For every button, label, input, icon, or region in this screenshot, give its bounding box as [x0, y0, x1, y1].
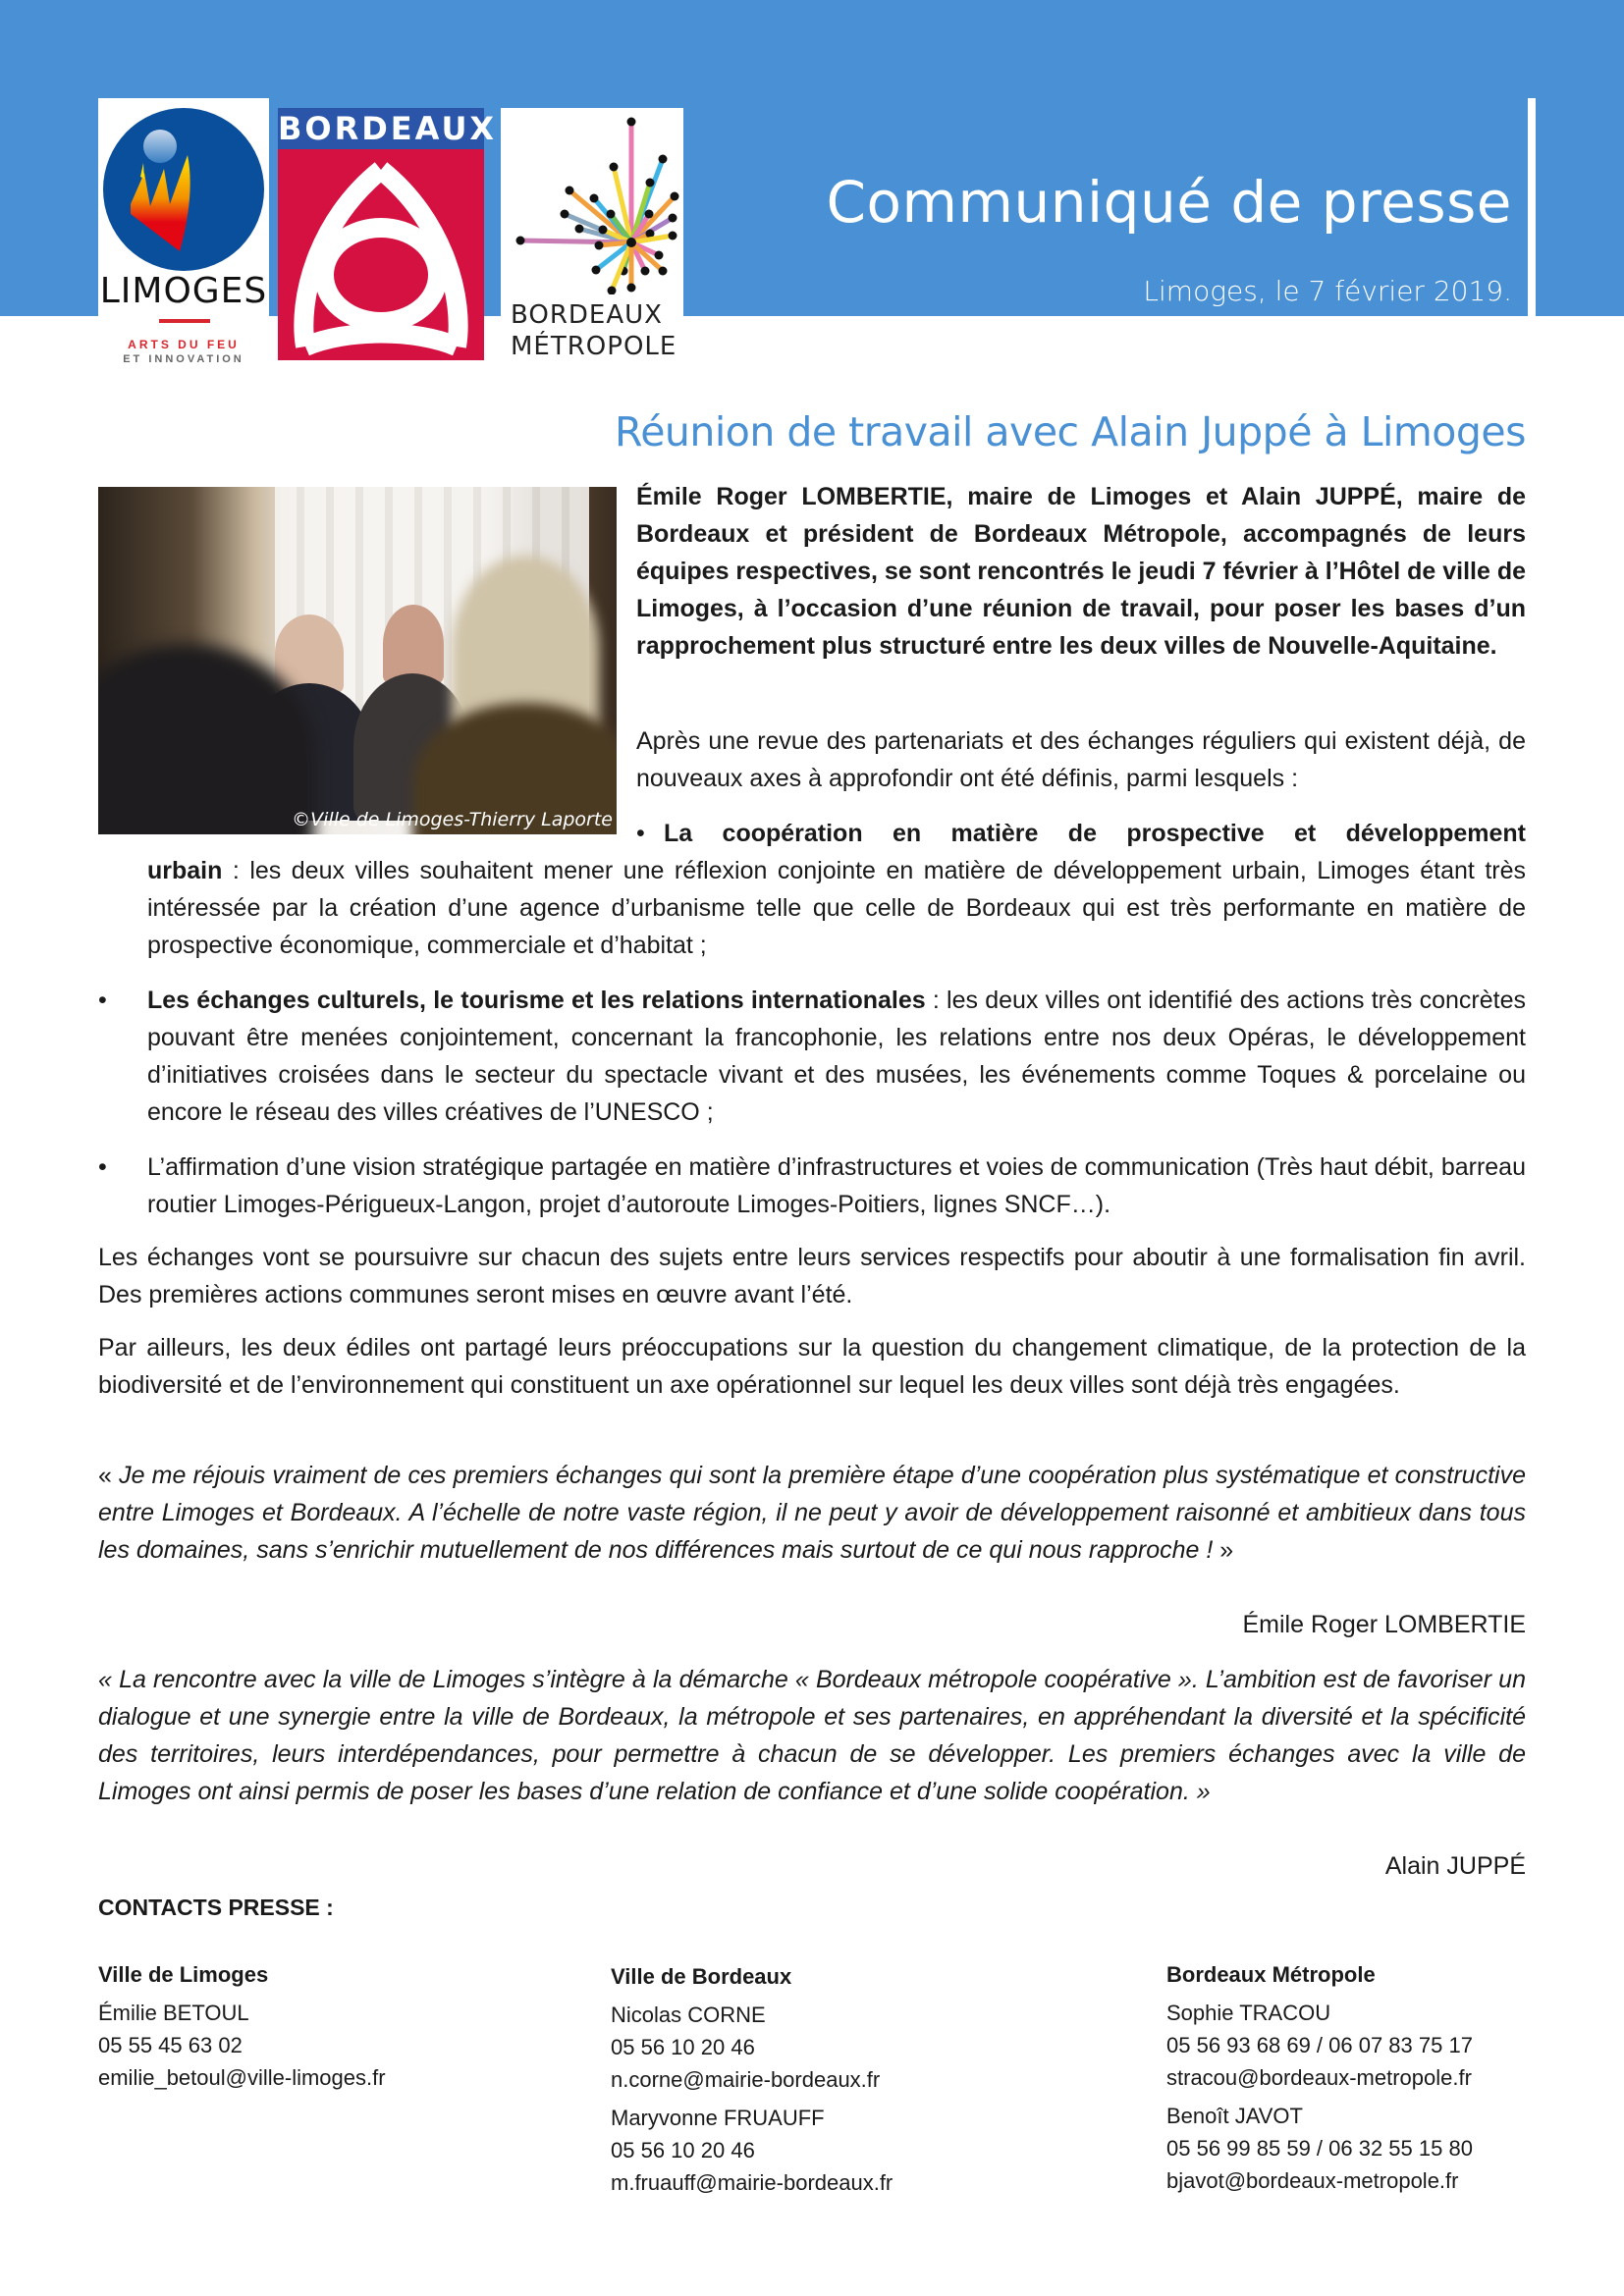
contact-person — [98, 1997, 386, 2094]
contact-name: Nicolas CORNE — [611, 2002, 766, 2027]
bordeaux-wordmark: BORDEAUX — [278, 110, 498, 147]
bullet-icon: • — [98, 1153, 107, 1181]
article-headline: Réunion de travail avec Alain Juppé à Limoges — [615, 408, 1526, 455]
bullet-3 — [147, 1148, 1526, 1223]
limoges-emblem-icon — [103, 108, 264, 271]
starburst-dot — [645, 210, 654, 219]
quote-open-mark: « — [98, 1462, 120, 1489]
contact-name: Sophie TRACOU — [1166, 2001, 1331, 2025]
limoges-red-bar — [159, 319, 210, 323]
limoges-logo — [98, 98, 269, 373]
bullet-1-heading-cont: urbain — [147, 857, 223, 884]
quote-close-mark: » — [1213, 1536, 1234, 1564]
starburst-dot — [669, 232, 677, 240]
starburst-dot — [592, 266, 601, 275]
limoges-tagline-2: ET INNOVATION — [123, 353, 244, 365]
contact-column-bordeaux — [611, 1960, 893, 2199]
starburst-dot — [641, 267, 650, 276]
starburst-dot — [659, 267, 668, 276]
bordeaux-logo — [278, 108, 498, 360]
quote-juppe: « La rencontre avec la ville de Limoges s’intègre à la démarche « Bordeaux métropole coopérative ». L’ambition est de favoriser un dialogue et une synergie entre la ville de Bordeaux, la métropole et ses partenaires, en appréhendant la diversité et la spécificité des territoires, leurs interdépendances, pour permettre à chacun de se développer. Les premiers échanges avec la ville de Limoges ont ainsi permis de poser les bases d’une relation de confiance et d’une solide coopération. » — [98, 1666, 1526, 1805]
photo-credit: ©Ville de Limoges-Thierry Laporte — [292, 809, 613, 830]
contact-column-limoges — [98, 1958, 386, 2094]
starburst-dot — [566, 187, 574, 195]
limoges-wordmark: LIMOGES — [99, 271, 268, 311]
contact-email[interactable]: bjavot@bordeaux-metropole.fr — [1166, 2168, 1459, 2193]
bordeaux-metropole-logo — [501, 108, 683, 360]
starburst-dot — [590, 194, 599, 203]
starburst-dot — [627, 118, 636, 127]
metropole-wordmark — [511, 299, 677, 362]
contact-name: Maryvonne FRUAUFF — [611, 2106, 825, 2130]
bullet-2-heading: Les échanges culturels, le tourisme et les relations internationales — [147, 987, 926, 1014]
bullet-1-heading: La coopération en matière de prospective et développement — [664, 820, 1526, 847]
starburst-dot — [595, 241, 604, 250]
paragraph-climate: Par ailleurs, les deux édiles ont partagé leurs préoccupations sur la question du changement climatique, de la protection de la biodiversité et de l’environnement qui constituent un axe opérationnel sur lequel les deux villes sont déjà très engagées. — [98, 1334, 1526, 1399]
contact-person — [1166, 2100, 1473, 2197]
bullet-icon: • — [636, 820, 645, 847]
limoges-tagline-1: ARTS DU FEU — [128, 338, 240, 351]
starburst-dot — [516, 237, 525, 245]
contact-name: Benoît JAVOT — [1166, 2104, 1303, 2128]
starburst-dot — [561, 210, 569, 219]
starburst-dot — [627, 284, 636, 293]
starburst-dot — [646, 179, 655, 187]
contact-email[interactable]: emilie_betoul@ville-limoges.fr — [98, 2065, 386, 2090]
starburst-dot — [659, 155, 668, 164]
header-divider — [1528, 98, 1536, 316]
triquetra-icon — [288, 162, 474, 358]
contact-phone[interactable]: 05 56 99 85 59 / 06 32 55 15 80 — [1166, 2136, 1473, 2161]
document-type-title: Communiqué de presse — [826, 169, 1512, 236]
contact-person — [611, 1999, 893, 2096]
contact-person — [1166, 1997, 1473, 2094]
bullet-icon: • — [98, 987, 107, 1014]
metropole-wordmark-line-1: BORDEAUX — [511, 300, 663, 330]
contact-phone[interactable]: 05 56 93 68 69 / 06 07 83 75 17 — [1166, 2033, 1473, 2057]
contact-name: Émilie BETOUL — [98, 2001, 249, 2025]
starburst-dot — [669, 214, 677, 223]
contact-phone[interactable]: 05 56 10 20 46 — [611, 2138, 755, 2163]
bullet-2-text: : les deux villes ont identifié des actions très concrètes pouvant être menées conjointement, concernant la francophonie, les relations entre nos deux Opéras, le développement d’initiatives croisées dans le secteur du spectacle vivant et des musées, les événements comme Toques & porcelaine ou encore le réseau des villes créatives de l’UNESCO ; — [147, 987, 1526, 1126]
contact-org: Ville de Limoges — [98, 1962, 269, 1987]
contacts-title: CONTACTS PRESSE : — [98, 1895, 334, 1920]
starburst-dot — [655, 251, 664, 260]
starburst-dot — [575, 225, 584, 234]
bullet-2 — [147, 982, 1526, 1131]
contact-email[interactable]: m.fruauff@mairie-bordeaux.fr — [611, 2170, 893, 2195]
meeting-photo — [98, 487, 617, 834]
contact-email[interactable]: stracou@bordeaux-metropole.fr — [1166, 2065, 1472, 2090]
bullet-1-body — [147, 852, 1526, 964]
document-date: Limoges, le 7 février 2019. — [1143, 275, 1512, 307]
lead-in-paragraph: Après une revue des partenariats et des échanges réguliers qui existent déjà, de nouveaux axes à approfondir ont été définis, parmi lesquels : — [636, 727, 1526, 792]
contact-person — [611, 2102, 893, 2199]
flame-icon — [131, 155, 201, 251]
photo-person-right — [383, 605, 444, 683]
starburst-dot — [671, 192, 679, 201]
contact-org: Bordeaux Métropole — [1166, 1962, 1376, 1987]
intro-paragraph: Émile Roger LOMBERTIE, maire de Limoges et Alain JUPPÉ, maire de Bordeaux et président de Bordeaux Métropole, accompagnés de leurs équipes respectives, se sont rencontrés le jeudi 7 février à l’Hôtel de ville de Limoges, à l’occasion d’une réunion de travail, pour poser les bases d’un rapprochement plus structuré entre les deux villes de Nouvelle-Aquitaine. — [636, 483, 1526, 660]
quote-juppe-author: Alain JUPPÉ — [1384, 1852, 1526, 1880]
paragraph-next-steps: Les échanges vont se poursuivre sur chacun des sujets entre leurs services respectifs pour aboutir à une formalisation fin avril. Des premières actions communes seront mises en œuvre avant l’été. — [98, 1244, 1526, 1308]
quote-lombertie-author: Émile Roger LOMBERTIE — [1242, 1611, 1526, 1638]
starburst-dot — [610, 163, 619, 172]
bullet-3-text: L’affirmation d’une vision stratégique partagée en matière d’infrastructures et voies de communication (Très haut débit, barreau routier Limoges-Périgueux-Langon, projet d’autoroute Limoges-Poitiers, lignes SNCF…). — [147, 1153, 1526, 1218]
quote-lombertie-text: Je me réjouis vraiment de ces premiers échanges qui sont la première étape d’une coopération plus systématique et constructive entre Limoges et Bordeaux. A l’échelle de notre vaste région, il ne peut y avoir de développement raisonné et ambitieux dans tous les domaines, sans s’enrichir mutuellement de nos différences mais surtout de ce qui nous rapproche ! — [98, 1462, 1526, 1564]
contact-column-metropole — [1166, 1958, 1473, 2197]
contact-phone[interactable]: 05 56 10 20 46 — [611, 2035, 755, 2059]
bullet-1-text: : les deux villes souhaitent mener une réflexion conjointe en matière de développement urbain, Limoges étant très intéressée par la création d’une agence d’urbanisme telle que celle de Bordeaux qui est très performante en matière de prospective économique, commerciale et d’habitat ; — [147, 857, 1526, 959]
photo-person-left — [275, 614, 344, 693]
starburst-center — [626, 238, 636, 247]
contact-email[interactable]: n.corne@mairie-bordeaux.fr — [611, 2067, 881, 2092]
starburst-dot — [599, 226, 608, 235]
metropole-wordmark-line-2: MÉTROPOLE — [511, 332, 677, 361]
starburst-dot — [607, 210, 616, 219]
contact-org: Ville de Bordeaux — [611, 1964, 792, 1989]
quote-lombertie — [98, 1457, 1526, 1569]
contact-phone[interactable]: 05 55 45 63 02 — [98, 2033, 243, 2057]
starburst-icon — [501, 108, 683, 294]
